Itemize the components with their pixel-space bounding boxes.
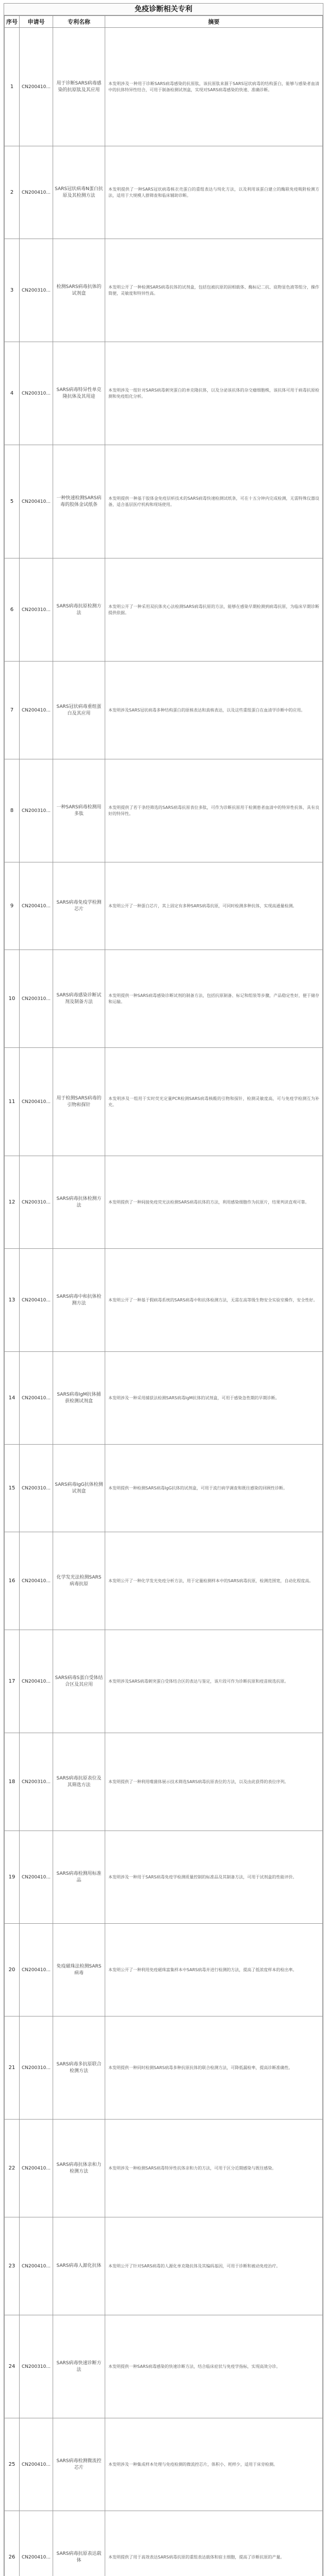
patent-abstract: 本发明提供一种基于胶体金免疫层析技术的SARS病毒快速检测试纸条，可在十五分钟内完成检测，无需特殊仪器设备，适合基层医疗机构和现场使用。 <box>105 445 323 558</box>
application-number: CN200410... <box>20 1630 53 1733</box>
application-number: CN200410... <box>20 662 53 759</box>
patent-name: 化学发光法检测SARS病毒抗原 <box>53 1532 105 1630</box>
application-number: CN200410... <box>20 1249 53 1352</box>
row-number: 26 <box>5 2511 20 2576</box>
row-number: 18 <box>5 1733 20 1831</box>
table-row <box>5 2418 323 2511</box>
table-row <box>5 1352 323 1445</box>
patent-name: 检测SARS病毒抗体的试剂盒 <box>53 239 105 342</box>
patent-name: 免疫磁珠法检测SARS病毒 <box>53 1924 105 2016</box>
row-number: 16 <box>5 1532 20 1630</box>
patent-name: SARS病毒检测用标准品 <box>53 1831 105 1924</box>
row-number: 8 <box>5 759 20 862</box>
table-row <box>5 1831 323 1924</box>
patent-name: SARS病毒检测微流控芯片 <box>53 2418 105 2511</box>
patent-name: SARS病毒人源化抗体 <box>53 2217 105 2315</box>
table-header-row <box>5 16 323 28</box>
patent-abstract: 本发明提供了一种SARS冠状病毒核衣壳蛋白的重组表达与纯化方法，以及利用该蛋白建立的酶联免疫吸附检测方法，适用于大规模人群筛查和临床辅助诊断。 <box>105 146 323 239</box>
header-no: 序号 <box>5 16 20 28</box>
row-number: 14 <box>5 1352 20 1445</box>
patent-abstract: 本发明提供了用于高效表达SARS病毒抗原的重组表达载体和宿主细胞，提高了诊断抗原的产量。 <box>105 2511 323 2576</box>
row-number: 19 <box>5 1831 20 1924</box>
row-number: 3 <box>5 239 20 342</box>
patent-abstract: 本发明涉及一组用于实时荧光定量PCR检测SARS病毒核酸的引物和探针，检测灵敏度高，可与免疫学检测互为补充。 <box>105 1048 323 1156</box>
table-row <box>5 1733 323 1831</box>
table-row <box>5 558 323 662</box>
patent-name: SARS病毒中和抗体检测方法 <box>53 1249 105 1352</box>
application-number: CN200310... <box>20 2016 53 2120</box>
row-number: 5 <box>5 445 20 558</box>
application-number: CN200310... <box>20 1445 53 1532</box>
application-number: CN200410... <box>20 1924 53 2016</box>
table-row <box>5 1445 323 1532</box>
row-number: 21 <box>5 2016 20 2120</box>
application-number: CN200410... <box>20 2217 53 2315</box>
patent-name: SARS病毒抗体亲和力检测方法 <box>53 2120 105 2217</box>
patent-name: SARS病毒快速诊断方法 <box>53 2315 105 2418</box>
table-row <box>5 662 323 759</box>
row-number: 7 <box>5 662 20 759</box>
patent-abstract: 本发明公开了一种蛋白芯片，其上固定有多种SARS病毒抗原，可同时检测多种抗体，实现高通量检测。 <box>105 862 323 950</box>
patent-name: SARS病毒特异性单克隆抗体及其用途 <box>53 342 105 445</box>
application-number: CN200410... <box>20 2418 53 2511</box>
table-row <box>5 239 323 342</box>
application-number: CN200410... <box>20 1831 53 1924</box>
table-row <box>5 1048 323 1156</box>
table-row <box>5 2511 323 2576</box>
table-row <box>5 1532 323 1630</box>
patent-abstract: 本发明提供了一种间接免疫荧光法检测SARS病毒抗体的方法，利用感染细胞作为抗原片，结果判读直观可靠。 <box>105 1156 323 1249</box>
patent-abstract: 本发明公开了一种化学发光免疫分析方法，用于定量检测样本中的SARS病毒抗原，检测范围宽，自动化程度高。 <box>105 1532 323 1630</box>
row-number: 17 <box>5 1630 20 1733</box>
patent-name: 用于检测SARS病毒的引物和探针 <box>53 1048 105 1156</box>
patent-name: SARS病毒IgM抗体捕获检测试剂盒 <box>53 1352 105 1445</box>
patent-abstract: 本发明涉及一种用于SARS病毒免疫学检测质量控制的标准品及其制备方法，可用于试剂盒的性能评价。 <box>105 1831 323 1924</box>
row-number: 6 <box>5 558 20 662</box>
patent-name: 一种SARS病毒检测用多肽 <box>53 759 105 862</box>
header-abstract: 摘要 <box>105 16 323 28</box>
application-number: CN200410... <box>20 445 53 558</box>
patent-abstract: 本发明提供一种检测SARS病毒IgG抗体的试剂盒，可用于流行病学调查和既往感染的回顾性诊断。 <box>105 1445 323 1532</box>
application-number: CN200310... <box>20 759 53 862</box>
application-number: CN200310... <box>20 950 53 1048</box>
patent-name: SARS病毒感染诊断试剂及制备方法 <box>53 950 105 1048</box>
patent-abstract: 本发明提供了一种利用噬菌体展示技术筛选SARS病毒抗原表位的方法，以及由此获得的表位序列。 <box>105 1733 323 1831</box>
table-row <box>5 445 323 558</box>
table-row <box>5 1630 323 1733</box>
application-number: CN200410... <box>20 2511 53 2576</box>
row-number: 10 <box>5 950 20 1048</box>
table-row <box>5 28 323 146</box>
patent-name: SARS病毒免疫学检测芯片 <box>53 862 105 950</box>
patent-abstract: 本发明公开了针对SARS病毒的人源化单克隆抗体及其编码基因，可用于诊断和被动免疫治疗。 <box>105 2217 323 2315</box>
row-number: 23 <box>5 2217 20 2315</box>
row-number: 20 <box>5 1924 20 2016</box>
table-row <box>5 342 323 445</box>
patent-abstract: 本发明涉及一种集成样本处理与免疫检测的微流控芯片，体积小、耗样少，适用于床旁检测。 <box>105 2418 323 2511</box>
application-number: CN200410... <box>20 28 53 146</box>
table-row <box>5 1156 323 1249</box>
patent-name: SARS病毒抗原检测方法 <box>53 558 105 662</box>
patent-name: SARS冠状病毒N蛋白抗原及其检测方法 <box>53 146 105 239</box>
application-number: CN200310... <box>20 342 53 445</box>
row-number: 15 <box>5 1445 20 1532</box>
patent-abstract: 本发明涉及SARS病毒刺突蛋白受体结合区的表达与鉴定，该片段可作为诊断抗原和疫苗候选抗原。 <box>105 1630 323 1733</box>
patent-abstract: 本发明提供一种SARS病毒感染诊断试剂的制备方法，包括抗原制备、标记和组装等步骤，产品稳定性好，便于储存和运输。 <box>105 950 323 1048</box>
patent-abstract: 本发明涉及一种采用捕获法检测SARS病毒IgM抗体的试剂盒，可用于感染急性期的早期诊断。 <box>105 1352 323 1445</box>
row-number: 24 <box>5 2315 20 2418</box>
application-number: CN200410... <box>20 2120 53 2217</box>
table-body <box>5 28 323 2576</box>
table-row <box>5 950 323 1048</box>
patent-name: SARS病毒IgG抗体检测试剂盒 <box>53 1445 105 1532</box>
row-number: 13 <box>5 1249 20 1352</box>
table-row <box>5 1249 323 1352</box>
application-number: CN200410... <box>20 1352 53 1445</box>
patent-name: SARS病毒抗原表达载体 <box>53 2511 105 2576</box>
header-patent-name: 专利名称 <box>53 16 105 28</box>
application-number: CN200310... <box>20 2315 53 2418</box>
row-number: 2 <box>5 146 20 239</box>
table-row <box>5 862 323 950</box>
patent-name: SARS病毒抗体检测方法 <box>53 1156 105 1249</box>
patent-abstract: 本发明涉及一组针对SARS病毒刺突蛋白的单克隆抗体，以及分泌该抗体的杂交瘤细胞株，该抗体可用于病毒抗原检测和免疫组化分析。 <box>105 342 323 445</box>
patent-name: SARS冠状病毒重组蛋白及其应用 <box>53 662 105 759</box>
patent-abstract: 本发明公开了一种检测SARS病毒抗体的试剂盒，包括包被抗原的固相载体、酶标记二抗、底物显色液等组分，操作简便，灵敏度和特异性高。 <box>105 239 323 342</box>
patent-abstract: 本发明提供一种SARS病毒感染的快速诊断方法，结合临床症状与免疫学指标，实现高效分诊。 <box>105 2315 323 2418</box>
patent-abstract: 本发明提供一种同时检测SARS病毒多种抗原抗体的联合检测方法，可降低漏检率，提高诊断准确性。 <box>105 2016 323 2120</box>
patent-abstract: 本发明涉及SARS冠状病毒多种结构蛋白的原核表达和真核表达，以及这些重组蛋白在血清学诊断中的应用。 <box>105 662 323 759</box>
document-title: 免疫诊断相关专利 <box>4 4 323 15</box>
application-number: CN200310... <box>20 1733 53 1831</box>
application-number: CN200410... <box>20 1532 53 1630</box>
table-row <box>5 1924 323 2016</box>
row-number: 1 <box>5 28 20 146</box>
table-row <box>5 2315 323 2418</box>
table-row <box>5 2016 323 2120</box>
patent-name: 一种快速检测SARS病毒的胶体金试纸条 <box>53 445 105 558</box>
patent-name: SARS病毒多抗原联合检测方法 <box>53 2016 105 2120</box>
row-number: 11 <box>5 1048 20 1156</box>
row-number: 25 <box>5 2418 20 2511</box>
patent-abstract: 本发明公开了一种利用免疫磁珠富集样本中SARS病毒并进行检测的方法，提高了低浓度样本的检出率。 <box>105 1924 323 2016</box>
table-row <box>5 146 323 239</box>
patent-name: 用于诊断SARS病毒感染的抗原肽及其应用 <box>53 28 105 146</box>
application-number: CN200310... <box>20 239 53 342</box>
row-number: 9 <box>5 862 20 950</box>
application-number: CN200410... <box>20 1048 53 1156</box>
table-row <box>5 2120 323 2217</box>
application-number: CN200310... <box>20 558 53 662</box>
row-number: 22 <box>5 2120 20 2217</box>
table-row <box>5 759 323 862</box>
patent-abstract: 本发明涉及一种用于诊断SARS病毒感染的抗原肽，该抗原肽来源于SARS冠状病毒的结构蛋白，能够与感染者血清中的抗体特异性结合，可用于制备检测试剂盒，实现对SARS病毒感染的快速、准确诊断。 <box>105 28 323 146</box>
patent-abstract: 本发明涉及一种检测SARS病毒特异性抗体亲和力的方法，可用于区分近期感染与既往感染。 <box>105 2120 323 2217</box>
application-number: CN200410... <box>20 146 53 239</box>
patent-table <box>4 15 323 2576</box>
application-number: CN200310... <box>20 1156 53 1249</box>
patent-abstract: 本发明提供了若干条经筛选的SARS病毒抗原表位多肽，可作为诊断抗原用于检测患者血清中的特异性抗体，具有良好的特异性。 <box>105 759 323 862</box>
patent-abstract: 本发明公开了一种基于假病毒系统的SARS病毒中和抗体检测方法，无需在高等级生物安全实验室操作，安全性好。 <box>105 1249 323 1352</box>
patent-abstract: 本发明公开了一种采用双抗体夹心法检测SARS病毒抗原的方法，能够在感染早期检测到病毒抗原，为临床早期诊断提供依据。 <box>105 558 323 662</box>
patent-name: SARS病毒抗原表位及其筛选方法 <box>53 1733 105 1831</box>
header-application-number: 申请号 <box>20 16 53 28</box>
table-row <box>5 2217 323 2315</box>
row-number: 4 <box>5 342 20 445</box>
application-number: CN200410... <box>20 862 53 950</box>
row-number: 12 <box>5 1156 20 1249</box>
patent-name: SARS病毒S蛋白受体结合区及其应用 <box>53 1630 105 1733</box>
patent-document <box>4 3 323 2576</box>
